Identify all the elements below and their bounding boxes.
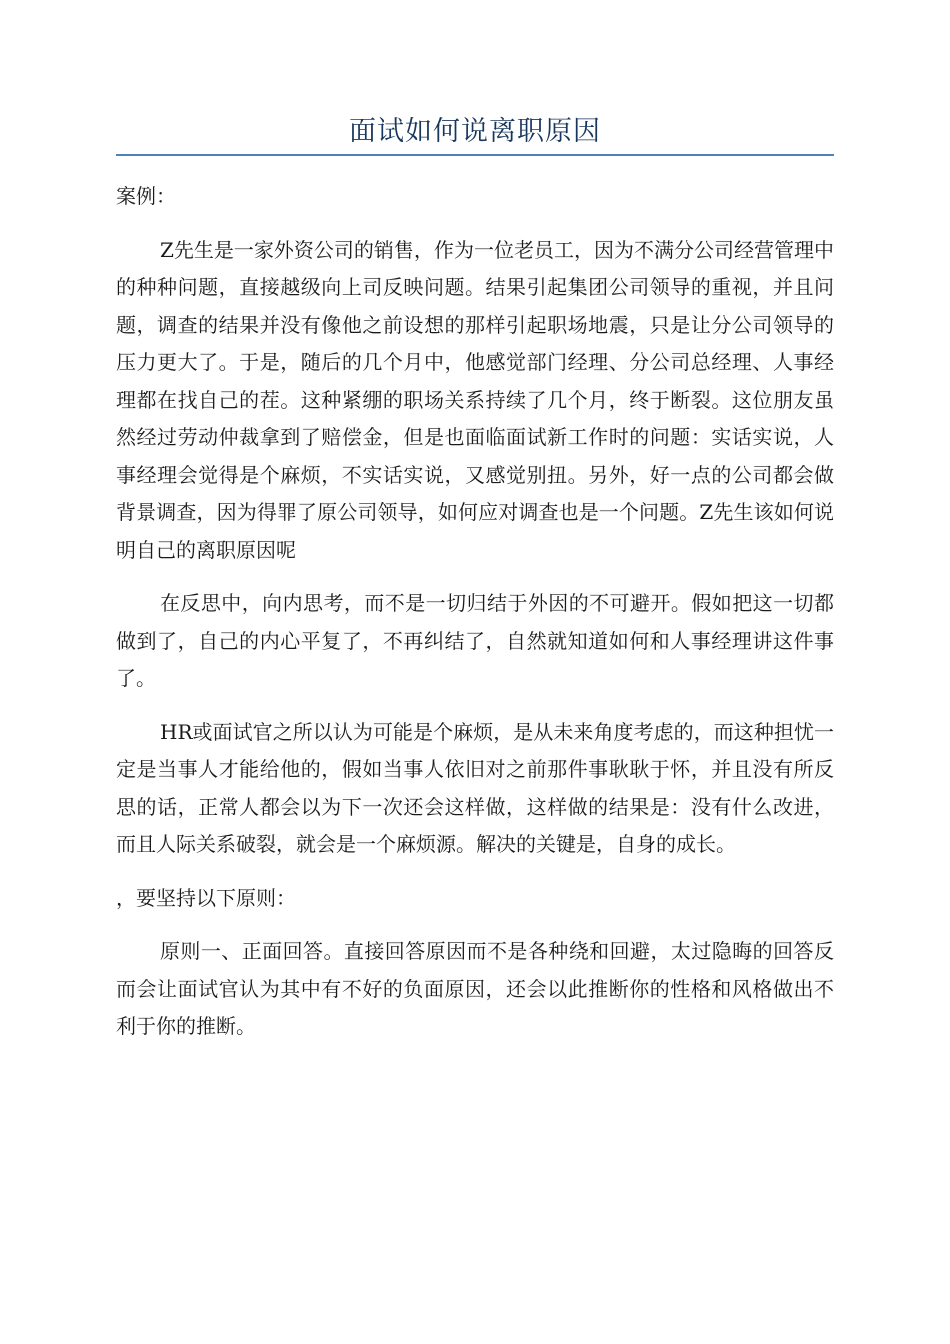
paragraph: ，要坚持以下原则： bbox=[116, 885, 296, 910]
paragraph: HR或面试官之所以认为可能是个麻烦，是从未来角度考虑的，而这种担忧一定是当事人才能给他的，假如当事人依旧对之前那件事耿耿于怀，并且没有所反思的话，正常人都会以为下一次还会这样做，这样做的结果是：没有什么改进，而且人际关系破裂，就会是一个麻烦源。解决的关键是，自身的成长。 bbox=[116, 719, 834, 856]
paragraph: 在反思中，向内思考，而不是一切归结于外因的不可避开。假如把这一切都做到了，自己的内心平复了，不再纠结了，自然就知道如何和人事经理讲这件事了。 bbox=[116, 591, 834, 690]
document-body bbox=[116, 178, 834, 1062]
paragraph: 案例： bbox=[116, 184, 176, 208]
paragraph: Z先生是一家外资公司的销售，作为一位老员工，因为不满分公司经营管理中的种种问题，直接越级向上司反映问题。结果引起集团公司领导的重视，并且问题，调查的结果并没有像他之前设想的那样引起职场地震，只是让分公司领导的压力更大了。于是，随后的几个月中，他感觉部门经理、分公司总经理、人事经理都在找自己的茬。这种紧绷的职场关系持续了几个月，终于断裂。这位朋友虽然经过劳动仲裁拿到了赔偿金，但是也面临面试新工作时的问题：实话实说，人事经理会觉得是个麻烦，不实话实说，又感觉别扭。另外，好一点的公司都会做背景调查，因为得罪了原公司领导，如何应对调查也是一个问题。Z先生该如何说明自己的离职原因呢 bbox=[116, 237, 834, 562]
title-underline bbox=[116, 154, 834, 156]
paragraph: 原则一、正面回答。直接回答原因而不是各种绕和回避，太过隐晦的回答反而会让面试官认为其中有不好的负面原因，还会以此推断你的性格和风格做出不利于你的推断。 bbox=[116, 939, 834, 1038]
document-title: 面试如何说离职原因 bbox=[349, 116, 601, 147]
